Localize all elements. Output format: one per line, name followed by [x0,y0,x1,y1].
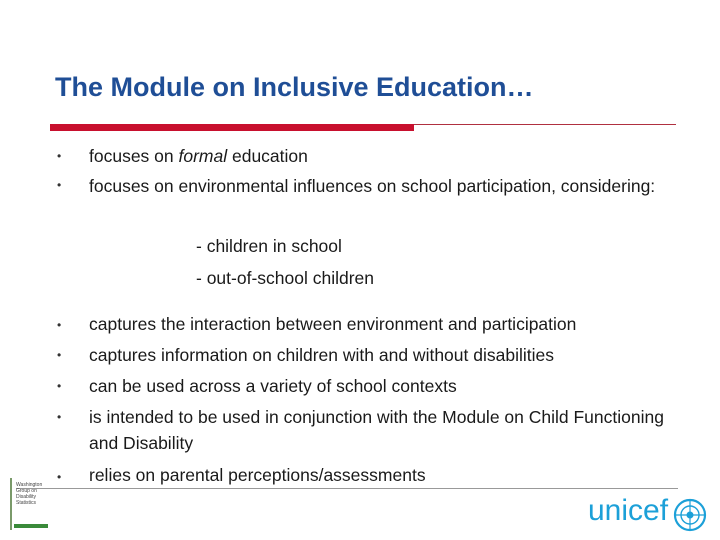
unicef-emblem-icon [673,498,707,532]
slide-title: The Module on Inclusive Education… [55,72,534,102]
list-item: focuses on environmental influences on school participation, considering: [89,176,656,196]
list-item-text: focuses on [89,146,179,166]
list-item-text: education [227,146,308,166]
bullet-marker: • [57,318,62,332]
list-item-emphasis: formal [178,146,228,166]
sub-list-item: - out-of-school children [196,268,374,288]
sub-list-item: - children in school [196,236,342,256]
title-underline-bar [50,124,414,131]
logo-text: Washington Group on Disability Statistics [16,482,43,506]
bullet-marker: • [57,348,62,362]
list-item: relies on parental perceptions/assessments [89,465,426,485]
list-item: captures information on children with and without disabilities [89,345,554,365]
unicef-wordmark: unicef [588,494,669,527]
title-underline-rule [414,124,676,125]
list-item: can be used across a variety of school contexts [89,376,457,396]
bullet-marker: • [57,470,62,484]
bullet-marker: • [57,178,62,192]
bullet-marker: • [57,379,62,393]
list-item [89,143,689,169]
washington-group-logo [10,478,52,530]
list-item: captures the interaction between environment and participation [89,314,577,334]
logo-green-bar [14,524,48,528]
list-item: is intended to be used in conjunction with the Module on Child Functioning and Disability [89,407,664,453]
bullet-marker: • [57,410,62,424]
bullet-marker: • [57,149,62,163]
footer-rule [16,488,678,489]
